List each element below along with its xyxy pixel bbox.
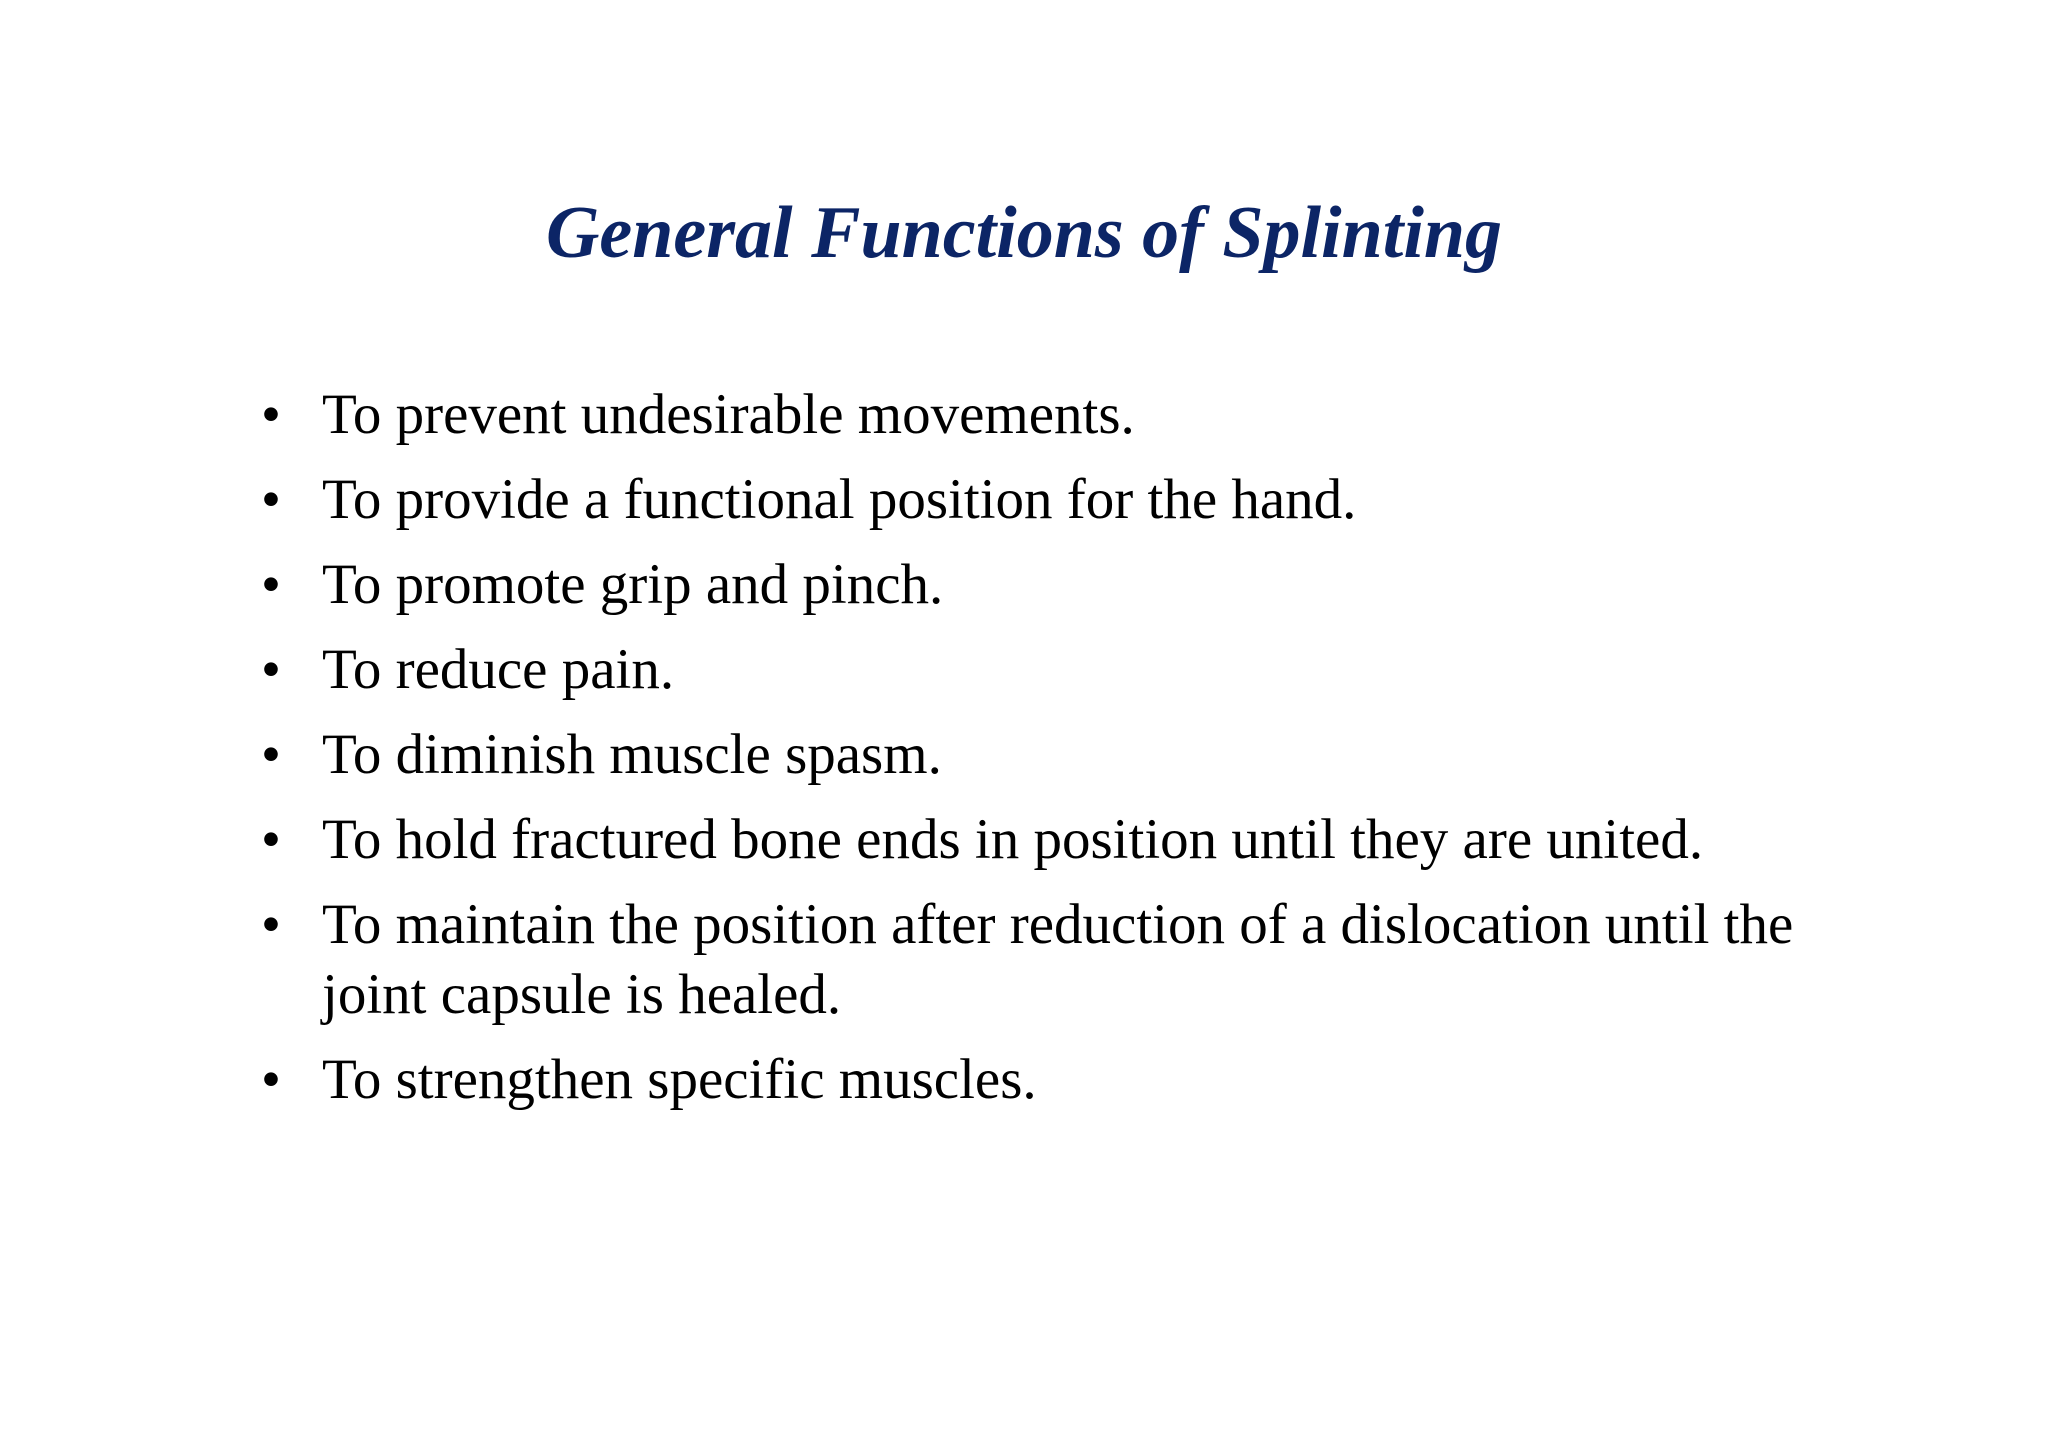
bullet-icon: • (261, 893, 281, 956)
list-item-text: To maintain the position after reduction of a dislocation until the joint capsule is healed. (322, 893, 1794, 1026)
bullet-icon: • (261, 553, 281, 616)
list-item-text: To reduce pain. (322, 638, 675, 701)
bullet-icon: • (261, 808, 281, 871)
bullet-icon: • (261, 468, 281, 531)
list-item (256, 805, 1816, 875)
list-item-text: To hold fractured bone ends in position until they are united. (322, 808, 1704, 871)
bullet-icon: • (261, 1048, 281, 1111)
list-item (256, 380, 1816, 450)
list-item (256, 720, 1816, 790)
list-item-text: To strengthen specific muscles. (322, 1048, 1037, 1111)
list-item-text: To provide a functional position for the hand. (322, 468, 1357, 531)
list-item (256, 1045, 1816, 1115)
bullet-icon: • (261, 638, 281, 701)
list-item (256, 550, 1816, 620)
list-item (256, 635, 1816, 705)
list-item (256, 890, 1816, 1030)
bullet-icon: • (261, 723, 281, 786)
bullet-list (256, 380, 1816, 1130)
list-item-text: To diminish muscle spasm. (322, 723, 942, 786)
list-item-text: To promote grip and pinch. (322, 553, 944, 616)
list-item (256, 465, 1816, 535)
bullet-icon: • (261, 383, 281, 446)
slide-title: General Functions of Splinting (545, 192, 1503, 274)
list-item-text: To prevent undesirable movements. (322, 383, 1135, 446)
